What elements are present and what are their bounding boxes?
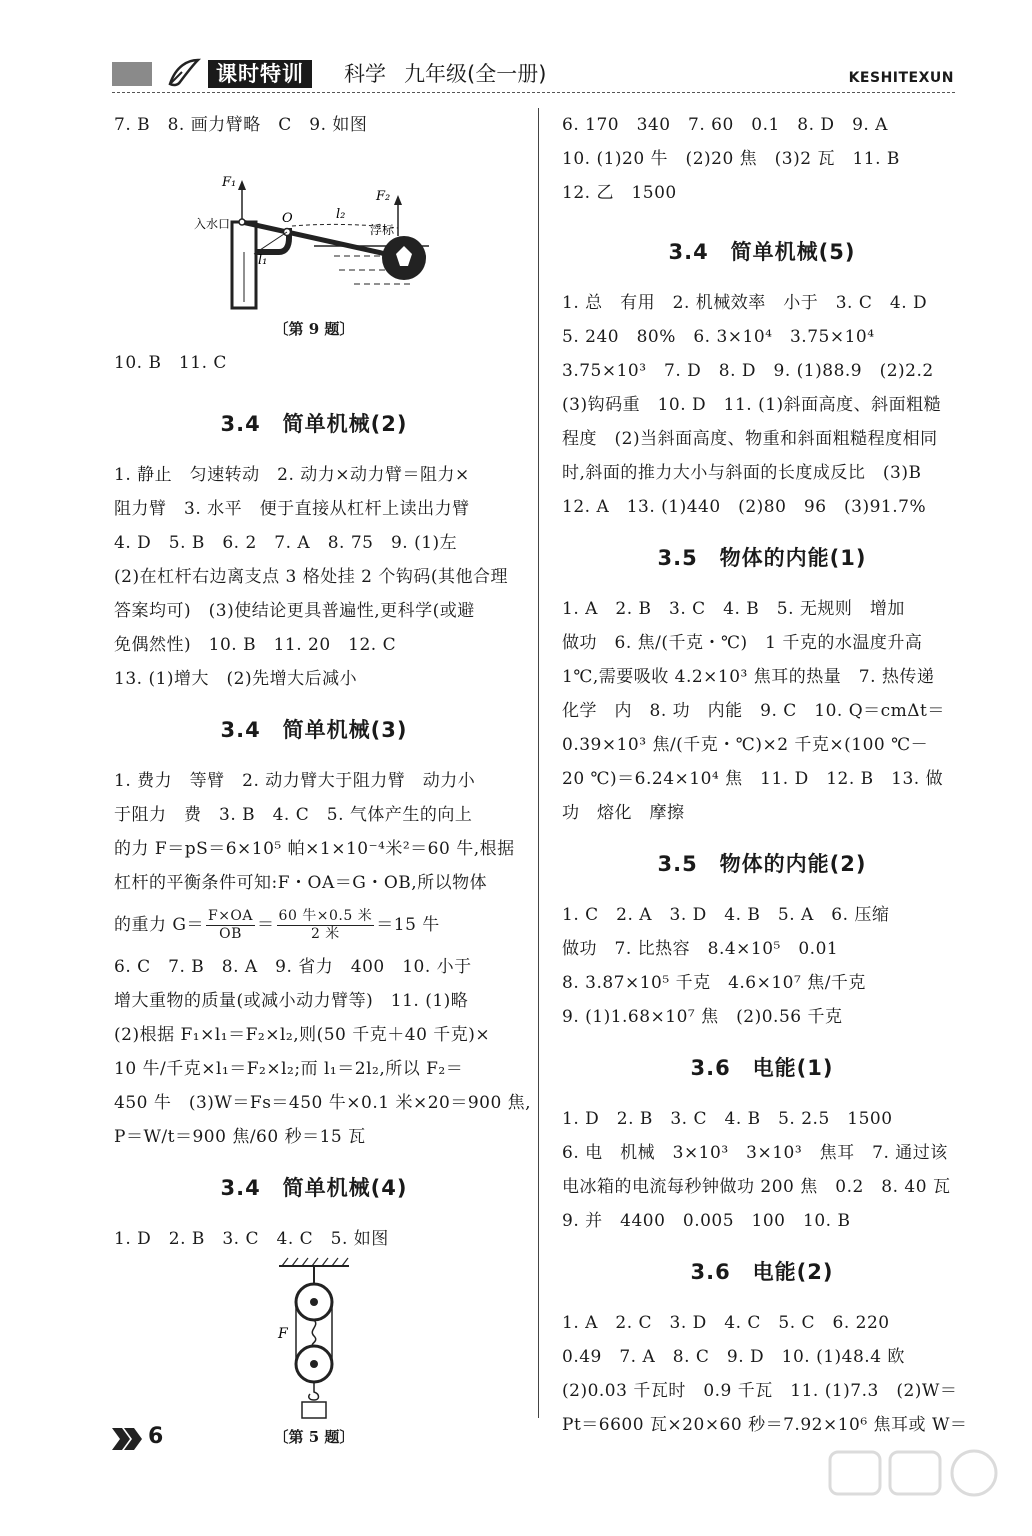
answer-line: 1. D 2. B 3. C 4. C 5. 如图 — [114, 1229, 389, 1249]
double-chevron-icon — [112, 1426, 142, 1452]
answer-line: 电冰箱的电流每秒钟做功 200 焦 0.2 8. 40 瓦 — [562, 1177, 951, 1197]
section-title: 3.6 电能(1) — [690, 1056, 834, 1080]
pen-logo-icon — [166, 56, 202, 90]
answer-line: 9. (1)1.68×10⁷ 焦 (2)0.56 千克 — [562, 1007, 843, 1027]
answer-line: 化学 内 8. 功 内能 9. C 10. Q＝cmΔt＝ — [562, 701, 945, 721]
answer-line: 阻力臂 3. 水平 便于直接从杠杆上读出力臂 — [114, 499, 470, 519]
header-gray-block — [112, 62, 152, 86]
formula-line — [114, 900, 514, 950]
page-number: 6 — [148, 1424, 164, 1449]
answer-line: 450 牛 (3)W＝Fs＝450 牛×0.1 米×20＝900 焦, — [114, 1093, 532, 1113]
label-float: 浮标 — [370, 223, 395, 237]
figure-5 — [114, 1256, 514, 1422]
label-f: F — [278, 1326, 288, 1342]
answer-line: 7. B 8. 画力臂略 C 9. 如图 — [114, 115, 368, 135]
answer-line: 1. 费力 等臂 2. 动力臂大于阻力臂 动力小 — [114, 771, 476, 791]
header-dashed-rule — [112, 92, 955, 93]
fraction-1 — [206, 908, 255, 943]
answer-line: 1. D 2. B 3. C 4. B 5. 2.5 1500 — [562, 1109, 893, 1129]
page-header — [0, 0, 1032, 100]
section-title: 3.5 物体的内能(1) — [657, 546, 867, 570]
figure-5-caption: 〔第 5 题〕 — [273, 1428, 355, 1446]
answer-line: 于阻力 费 3. B 4. C 5. 气体产生的向上 — [114, 805, 473, 825]
answer-line: 10. (1)20 牛 (2)20 焦 (3)2 瓦 11. B — [562, 149, 900, 169]
answer-line: 6. 170 340 7. 60 0.1 8. D 9. A — [562, 115, 888, 135]
answer-line: 13. (1)增大 (2)先增大后减小 — [114, 669, 358, 689]
label-inlet: 入水口 — [194, 217, 231, 231]
answer-line: 答案均可) (3)使结论更具普遍性,更科学(或避 — [114, 601, 475, 621]
lever-float-diagram — [114, 142, 514, 312]
answer-line: 程度 (2)当斜面高度、物重和斜面粗糙程度相同 — [562, 429, 938, 449]
answer-line: 1. C 2. A 3. D 4. B 5. A 6. 压缩 — [562, 905, 890, 925]
right-column — [562, 108, 968, 1442]
answer-line: 1. 静止 匀速转动 2. 动力×动力臂＝阻力× — [114, 465, 470, 485]
answer-line: (2)根据 F₁×l₁＝F₂×l₂,则(50 千克＋40 千克)× — [114, 1025, 491, 1045]
answer-line: 增大重物的质量(或减小动力臂等) 11. (1)略 — [114, 991, 469, 1011]
answer-line: 4. D 5. B 6. 2 7. A 8. 75 9. (1)左 — [114, 533, 458, 553]
section-title: 3.4 简单机械(3) — [220, 718, 408, 742]
answer-line: 时,斜面的推力大小与斜面的长度成反比 (3)B — [562, 463, 922, 483]
answer-line: 9. 并 4400 0.005 100 10. B — [562, 1211, 851, 1231]
watermark-logo — [826, 1448, 1006, 1528]
formula-suffix: ＝15 牛 — [376, 915, 440, 935]
fraction-2-denominator: 2 米 — [310, 926, 340, 942]
answer-line: 10 牛/千克×l₁＝F₂×l₂;而 l₁＝2l₂,所以 F₂＝ — [114, 1059, 464, 1079]
section-title: 3.4 简单机械(2) — [220, 412, 408, 436]
answer-line: 8. 3.87×10⁵ 千克 4.6×10⁷ 焦/千克 — [562, 973, 866, 993]
answer-line: 12. 乙 1500 — [562, 183, 677, 203]
formula-prefix: 的重力 G＝ — [114, 915, 204, 935]
label-o: O — [282, 211, 293, 226]
answer-line: (3)钩码重 10. D 11. (1)斜面高度、斜面粗糙 — [562, 395, 942, 415]
brand-english: KESHITEXUN — [848, 70, 954, 86]
answer-line: Pt＝6600 瓦×20×60 秒＝7.92×10⁶ 焦耳或 W＝ — [562, 1415, 968, 1435]
answer-line: 6. C 7. B 8. A 9. 省力 400 10. 小于 — [114, 957, 472, 977]
answer-line: 功 熔化 摩擦 — [562, 803, 685, 823]
brand-title: 课时特训 — [208, 60, 312, 88]
answer-line: 1℃,需要吸收 4.2×10³ 焦耳的热量 7. 热传递 — [562, 667, 935, 687]
answer-line: 1. A 2. C 3. D 4. C 5. C 6. 220 — [562, 1313, 890, 1333]
answer-line: 0.49 7. A 8. C 9. D 10. (1)48.4 欧 — [562, 1347, 905, 1367]
answer-line: 1. 总 有用 2. 机械效率 小于 3. C 4. D — [562, 293, 928, 313]
answer-line: 6. 电 机械 3×10³ 3×10³ 焦耳 7. 通过该 — [562, 1143, 948, 1163]
label-l1: l₁ — [258, 253, 268, 268]
figure-9-caption: 〔第 9 题〕 — [273, 320, 355, 338]
pulley-diagram — [114, 1256, 514, 1422]
answer-line: (2)在杠杆右边离支点 3 格处挂 2 个钩码(其他合理 — [114, 567, 508, 587]
formula-equals: ＝ — [257, 915, 275, 935]
answer-line: 20 ℃)＝6.24×10⁴ 焦 11. D 12. B 13. 做 — [562, 769, 944, 789]
answer-line: 5. 240 80% 6. 3×10⁴ 3.75×10⁴ — [562, 327, 875, 347]
answer-line: 免偶然性) 10. B 11. 20 12. C — [114, 635, 397, 655]
column-divider — [538, 108, 539, 1418]
answer-line: 1. A 2. B 3. C 4. B 5. 无规则 增加 — [562, 599, 905, 619]
answer-line: 0.39×10³ 焦/(千克・℃)×2 千克×(100 ℃－ — [562, 735, 929, 755]
answer-line: 3.75×10³ 7. D 8. D 9. (1)88.9 (2)2.2 — [562, 361, 934, 381]
answer-line: 做功 6. 焦/(千克・℃) 1 千克的水温度升高 — [562, 633, 923, 653]
subject-label: 科学 — [344, 62, 386, 86]
section-title: 3.4 简单机械(4) — [220, 1176, 408, 1200]
label-f2: F₂ — [376, 189, 391, 204]
section-title: 3.6 电能(2) — [690, 1260, 834, 1284]
answer-line: 12. A 13. (1)440 (2)80 96 (3)91.7% — [562, 497, 927, 517]
label-l2: l₂ — [336, 207, 346, 222]
fraction-1-numerator: F×OA — [207, 908, 254, 924]
answer-line: P＝W/t＝900 焦/60 秒＝15 瓦 — [114, 1127, 366, 1147]
section-title: 3.4 简单机械(5) — [668, 240, 856, 264]
answer-line: 杠杆的平衡条件可知:F・OA＝G・OB,所以物体 — [114, 873, 488, 893]
label-f1: F₁ — [222, 175, 237, 190]
grade-label: 九年级(全一册) — [404, 62, 547, 86]
fraction-1-denominator: OB — [219, 926, 242, 942]
fraction-2 — [277, 908, 375, 943]
answer-line: 做功 7. 比热容 8.4×10⁵ 0.01 — [562, 939, 839, 959]
left-column — [114, 108, 532, 1452]
figure-9 — [114, 142, 514, 312]
answer-line: (2)0.03 千瓦时 0.9 千瓦 11. (1)7.3 (2)W＝ — [562, 1381, 958, 1401]
answer-line: 10. B 11. C — [114, 353, 227, 373]
fraction-2-numerator: 60 牛×0.5 米 — [278, 908, 373, 924]
section-title: 3.5 物体的内能(2) — [657, 852, 867, 876]
answer-line: 的力 F＝pS＝6×10⁵ 帕×1×10⁻⁴米²＝60 牛,根据 — [114, 839, 515, 859]
